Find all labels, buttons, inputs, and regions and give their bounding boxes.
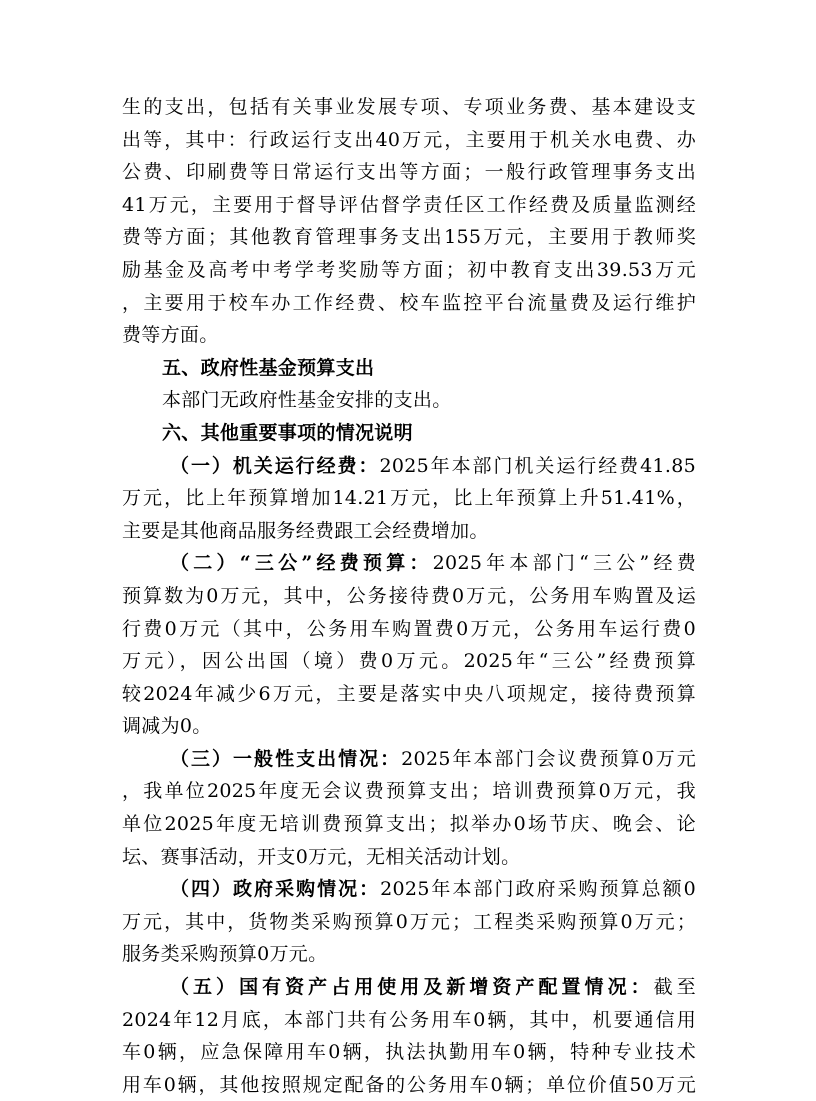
text-line: 2024年12月底，本部门共有公务用车0辆，其中，机要通信用 [122, 1008, 696, 1031]
subsection-title: （三）一般性支出情况： [170, 747, 402, 770]
subsection-title: （五）国有资产占用使用及新增资产配置情况： [170, 976, 654, 999]
text-line: ，主要用于校车办工作经费、校车监控平台流量费及运行维护 [122, 291, 696, 314]
text-line: 万元），因公出国（境）费0万元。2025年“三公”经费预算 [122, 650, 696, 673]
text-line: 坛、赛事活动，开支0万元，无相关活动计划。 [122, 845, 521, 868]
section-heading-5: 五、政府性基金预算支出 [162, 356, 375, 379]
text-line: 车0辆，应急保障用车0辆，执法执勤用车0辆，特种专业技术 [122, 1041, 696, 1064]
text-line: 用车0辆，其他按照规定配备的公务用车0辆；单位价值50万元 [122, 1073, 696, 1096]
subsection-title: （四）政府采购情况： [170, 878, 381, 901]
text-line: 预算数为0万元，其中，公务接待费0万元，公务用车购置及运 [122, 584, 696, 607]
subsection-procurement [122, 873, 696, 971]
paragraph-fund-budget: 本部门无政府性基金安排的支出。 [162, 389, 452, 412]
subsection-title: （一）机关运行经费： [170, 454, 380, 477]
text-line: （二）“三公”经费预算：2025年本部门“三公”经费 [170, 552, 696, 575]
text-line: 万元，其中，货物类采购预算0万元；工程类采购预算0万元； [122, 910, 696, 933]
text-line: 费等方面。 [122, 324, 219, 347]
subsection-title: （二）“三公”经费预算： [170, 552, 433, 575]
subsection-three-public-expenses [122, 547, 696, 743]
subsection-general-expenses [122, 743, 696, 873]
text-line: 行费0万元（其中，公务用车购置费0万元，公务用车运行费0 [122, 617, 696, 640]
text-line: 服务类采购预算0万元。 [122, 943, 328, 966]
text-line: 励基金及高考中考学考奖励等方面；初中教育支出39.53万元 [122, 258, 696, 281]
text-line: 费等方面；其他教育管理事务支出155万元，主要用于教师奖 [122, 226, 696, 249]
text-line: 生的支出，包括有关事业发展专项、专项业务费、基本建设支 [122, 96, 696, 118]
section-heading-6: 六、其他重要事项的情况说明 [162, 421, 413, 444]
text-line: 公费、印刷费等日常运行支出等方面；一般行政管理事务支出 [122, 161, 696, 184]
text-line: （三）一般性支出情况：2025年本部门会议费预算0万元 [170, 747, 696, 770]
subsection-operating-costs [122, 450, 696, 548]
text-line: （一）机关运行经费：2025年本部门机关运行经费41.85 [170, 454, 696, 477]
text-line: 主要是其他商品服务经费跟工会经费增加。 [122, 519, 489, 542]
text-line: 出等，其中：行政运行支出40万元，主要用于机关水电费、办 [122, 128, 696, 151]
text-line: 单位2025年度无培训费预算支出；拟举办0场节庆、晚会、论 [122, 813, 696, 836]
text-line: 调减为0。 [122, 715, 212, 738]
subsection-state-assets [122, 971, 696, 1101]
text-line: 万元，比上年预算增加14.21万元，比上年预算上升51.41%， [122, 487, 696, 510]
text-line: 较2024年减少6万元，主要是落实中央八项规定，接待费预算 [122, 682, 696, 705]
document-page [122, 91, 696, 1101]
paragraph-expenditure-details [122, 91, 696, 352]
text-line: 41万元，主要用于督导评估督学责任区工作经费及质量监测经 [122, 193, 696, 216]
text-line: （四）政府采购情况：2025年本部门政府采购预算总额0 [170, 878, 696, 901]
text-line: ，我单位2025年度无会议费预算支出；培训费预算0万元，我 [122, 780, 696, 803]
text-line: （五）国有资产占用使用及新增资产配置情况：截至 [170, 976, 696, 999]
